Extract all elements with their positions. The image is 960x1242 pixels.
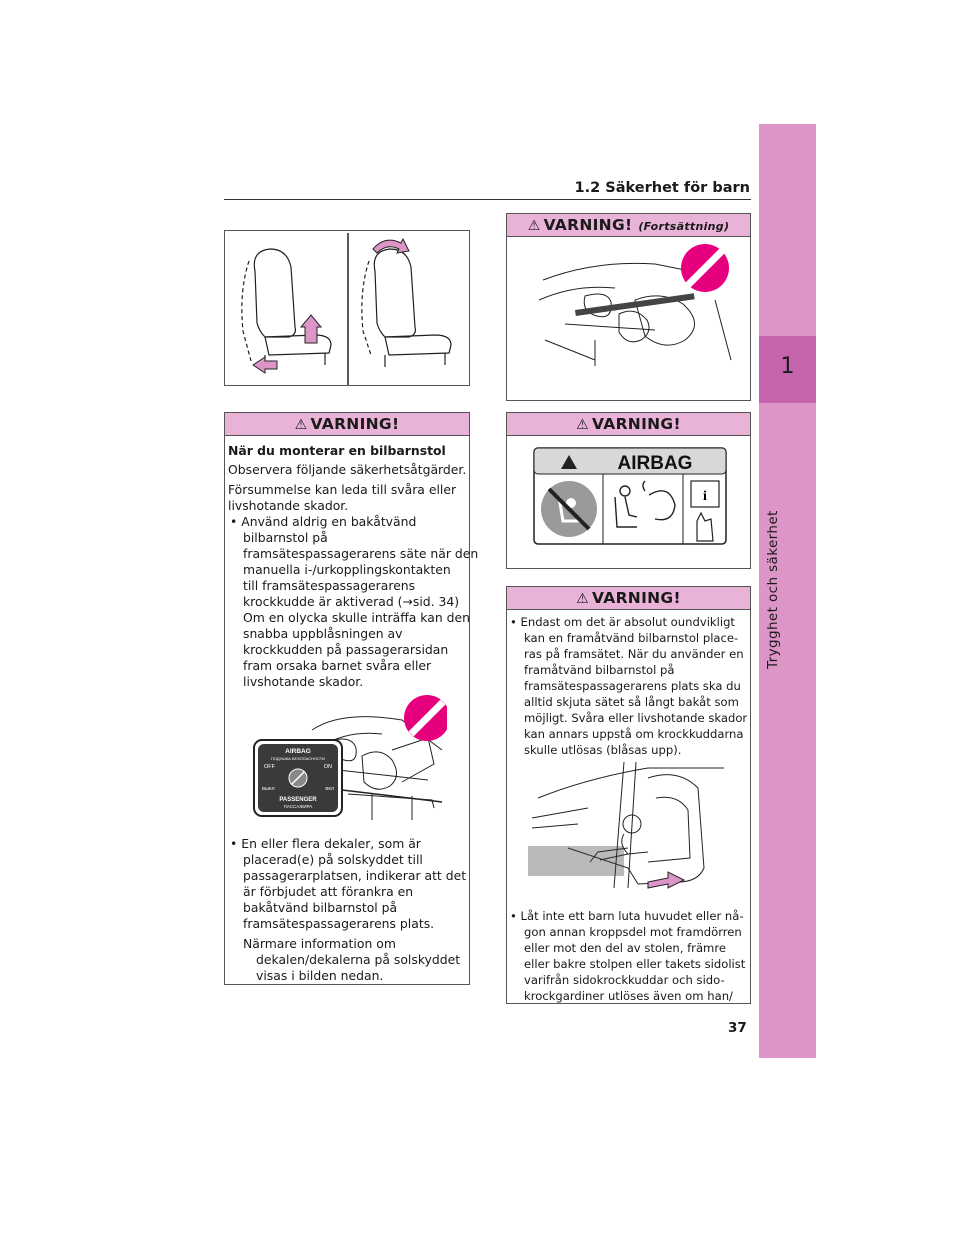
warning-triangle-icon: ⚠ — [576, 417, 590, 433]
warning-header — [225, 413, 469, 436]
switch-label-on: ON — [323, 764, 332, 770]
warning-intro-1: Observera följande säkerhetsåtgärder. — [228, 462, 467, 477]
airbag-sunvisor-label — [533, 447, 727, 545]
bullet-line: kan annars uppstå om krockkuddarna — [524, 727, 744, 741]
bullet-line: framsätespassagerarens plats ska du — [524, 679, 741, 693]
bullet2-line: är förbjudet att förankra en — [243, 884, 414, 899]
bullet-line: alltid skjuta sätet så långt bakåt som — [524, 695, 739, 709]
right-warning-continued — [506, 213, 751, 401]
rear-facing-prohibited-illustration — [252, 690, 447, 825]
bullet2-line: passagerarplatsen, indikerar att det — [243, 868, 467, 883]
bullet-line: • Låt inte ett barn luta huvudet eller nå- — [510, 909, 744, 923]
warning-intro-2: Försummelse kan leda till svåra eller — [228, 482, 457, 497]
bullet-line: eller bakre stolpen eller takets sidolist — [524, 957, 746, 971]
bullet-line: ras på framsätet. När du använder en — [524, 647, 744, 661]
bullet-line: krockgardiner utlöses även om han/ — [524, 989, 733, 1003]
warning-title: ⚠ VARNING! — [294, 415, 400, 433]
bullet2-line: placerad(e) på solskyddet till — [243, 852, 423, 867]
bullet1-line: • Använd aldrig en bakåtvänd — [230, 514, 417, 529]
warning-triangle-icon: ⚠ — [576, 591, 590, 607]
bullet1-line: Om en olycka skulle inträffa kan den — [243, 610, 470, 625]
bullet2-line: bakåtvänd bilbarnstol på — [243, 900, 398, 915]
warning-intro-3: livshotande skador. — [228, 498, 349, 513]
note-line: visas i bilden nedan. — [256, 968, 384, 983]
switch-label-off-ru: ВЫКЛ — [262, 786, 275, 791]
bullet1-line: livshotande skador. — [243, 674, 364, 689]
bullet1-line: framsätespassagerarens säte när den — [243, 546, 479, 561]
bullet1-line: fram orsaka barnet svåra eller — [243, 658, 432, 673]
bullet-line: kan en framåtvänd bilbarnstol place- — [524, 631, 739, 645]
switch-label-passenger-ru: ПАССАЖИРА — [283, 804, 313, 809]
bullet-line: möjligt. Svåra eller livshotande skador — [524, 711, 748, 725]
bullet1-line: manuella i-/urkopplingskontakten — [243, 562, 451, 577]
seat-adjust-illustration — [225, 231, 469, 385]
switch-label-on-ru: ВКЛ — [325, 786, 334, 791]
switch-label-airbag: AIRBAG — [285, 748, 311, 755]
warning-header — [507, 587, 750, 610]
bullet-line: gon annan kroppsdel mot framdörren — [524, 925, 742, 939]
header-rule — [224, 199, 751, 200]
bullet1-line: krockkudde är aktiverad (→sid. 34) — [243, 594, 460, 609]
warning-header — [507, 413, 750, 436]
note-line: dekalen/dekalerna på solskyddet — [256, 952, 461, 967]
bullet-line: varifrån sidokrockkuddar och sido- — [524, 973, 725, 987]
chapter-number: 1 — [780, 354, 795, 379]
chapter-side-tab — [759, 124, 816, 1058]
right-warning-airbag-label — [506, 412, 751, 569]
seat-adjustment-figure — [224, 230, 470, 386]
section-title: 1.2 Säkerhet för barn — [574, 180, 750, 196]
warning-header — [507, 214, 750, 237]
bullet1-line: bilbarnstol på — [243, 530, 328, 545]
warning-heading: När du monterar en bilbarnstol — [228, 443, 446, 458]
bullet-line: skulle utlösas (blåsas upp). — [524, 743, 682, 757]
bullet-line: • Endast om det är absolut oundvikligt — [510, 615, 735, 629]
chapter-number-block — [759, 336, 816, 403]
rear-facing-airbag-illustration — [535, 240, 735, 370]
bullet2-line: framsätespassagerarens plats. — [243, 916, 435, 931]
switch-label-off: OFF — [264, 764, 275, 770]
bullet1-line: till framsätespassagerarens — [243, 578, 416, 593]
warning-triangle-icon: ⚠ — [294, 417, 308, 433]
bullet2-line: • En eller flera dekaler, som är — [230, 836, 421, 851]
warning-triangle-icon: ⚠ — [527, 218, 541, 234]
warning-title: ⚠ VARNING! — [576, 415, 681, 433]
chapter-title: Trygghet och säkerhet — [765, 510, 781, 669]
bullet1-line: snabba uppblåsningen av — [243, 626, 403, 641]
forward-facing-seat-illustration — [528, 758, 728, 890]
svg-text:i: i — [703, 489, 707, 504]
warning-title: ⚠ VARNING! (Fortsättning) — [527, 216, 730, 234]
switch-label-passenger: PASSENGER — [279, 797, 317, 803]
bullet-line: eller mot den del av stolen, främre — [524, 941, 726, 955]
page-number: 37 — [728, 1020, 747, 1036]
switch-label-airbag-ru: ПОДУШКА БЕЗОПАСНОСТИ — [270, 756, 326, 761]
bullet1-line: krockkudden på passagerarsidan — [243, 642, 449, 657]
warning-title: ⚠ VARNING! — [576, 589, 681, 607]
note-line: Närmare information om — [243, 936, 396, 951]
warning-subtitle: (Fortsättning) — [638, 220, 730, 233]
airbag-label-text: AIRBAG — [617, 453, 693, 474]
bullet-line: framåtvänd bilbarnstol på — [524, 663, 675, 677]
